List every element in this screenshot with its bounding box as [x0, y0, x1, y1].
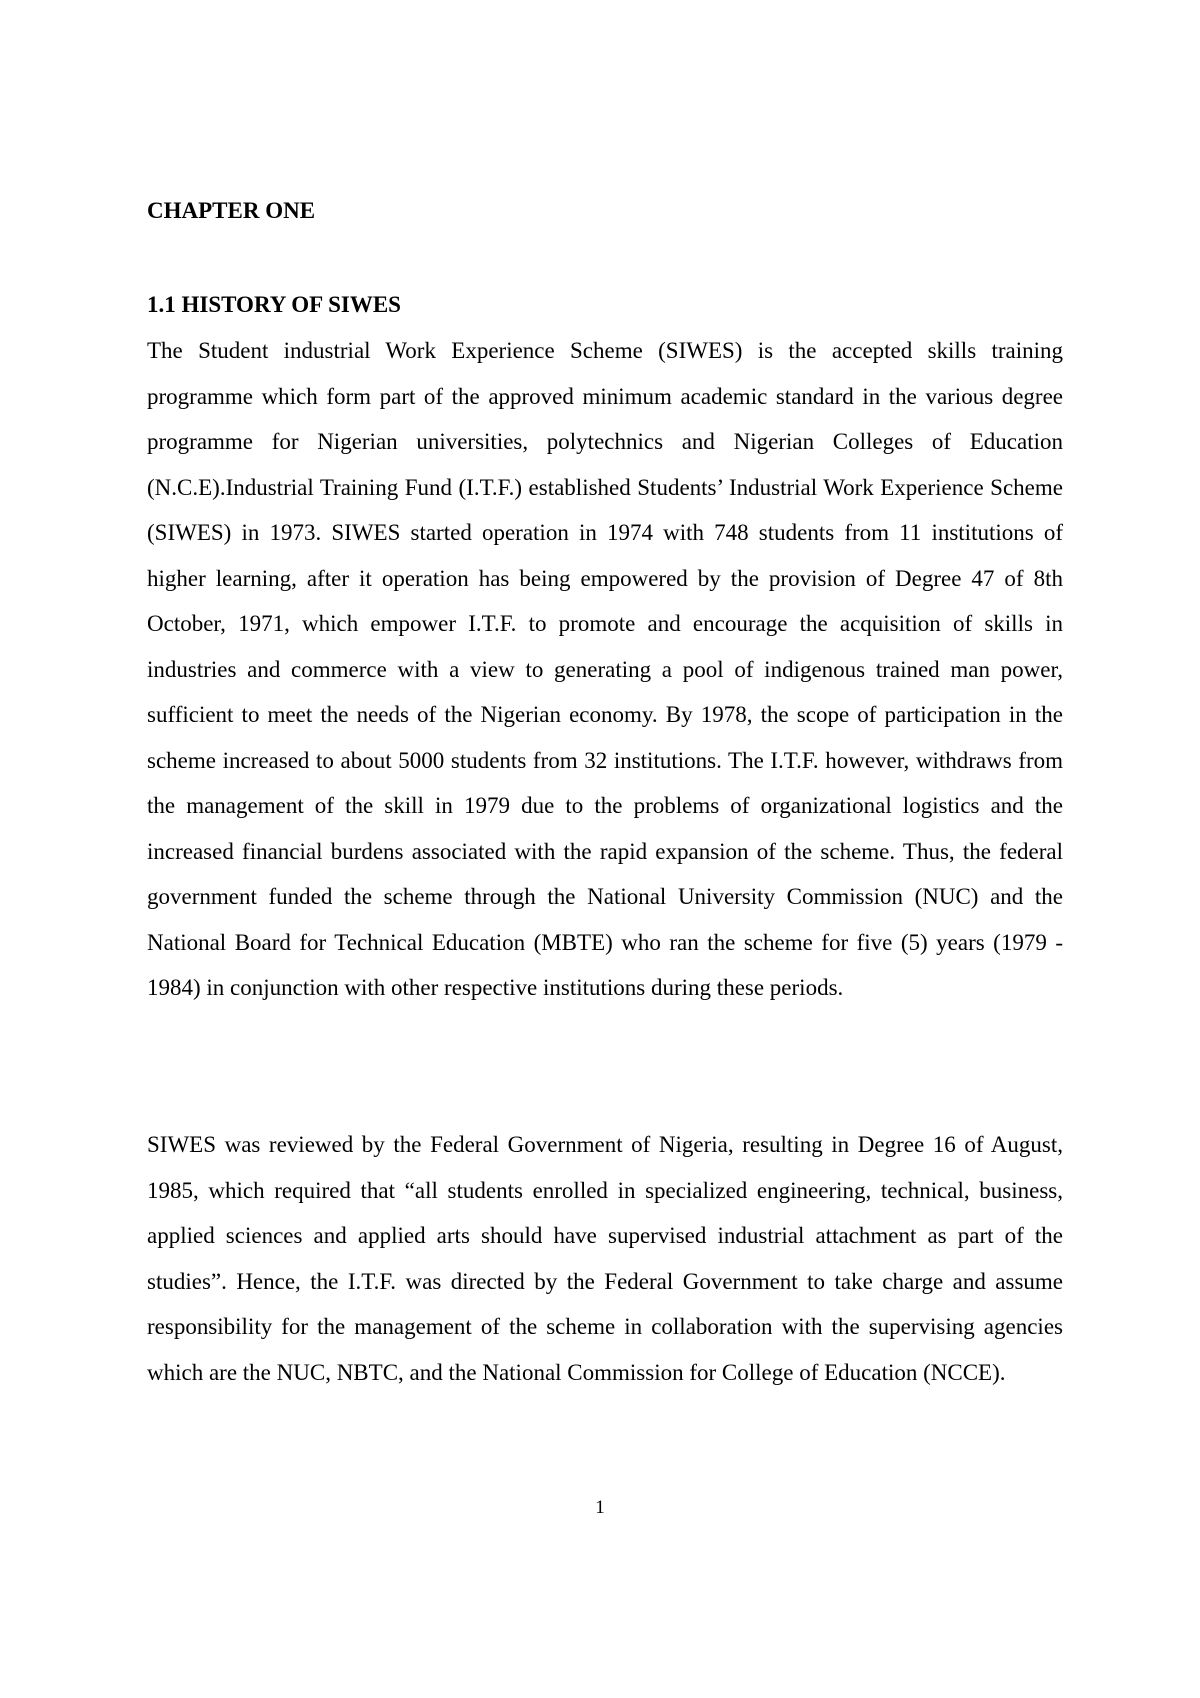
body-paragraph: SIWES was reviewed by the Federal Government of Nigeria, resulting in Degree 16 of August, 1985, which required that “all students enrolled in specialized engineering, technical, business, applied sciences and applied arts should have supervised industrial attachment as part of the studies”. Hence, the I.T.F. was directed by the Federal Government to take charge and assume responsibility for the management of the scheme in collaboration with the supervising agencies which are the NUC, NBTC, and the National Commission for College of Education (NCCE).	[147, 1132, 1063, 1385]
section-heading: 1.1 HISTORY OF SIWES	[147, 292, 401, 317]
page-number: 1	[595, 1497, 605, 1518]
body-paragraph: The Student industrial Work Experience Scheme (SIWES) is the accepted skills training programme which form part of the approved minimum academic standard in the various degree programme for Nigerian universities, polytechnics and Nigerian Colleges of Education (N.C.E).Industrial Training Fund (I.T.F.) established Students’ Industrial Work Experience Scheme (SIWES) in 1973. SIWES started operation in 1974 with 748 students from 11 institutions of higher learning, after it operation has being empowered by the provision of Degree 47 of 8th October, 1971, which empower I.T.F. to promote and encourage the acquisition of skills in industries and commerce with a view to generating a pool of indigenous trained man power, sufficient to meet the needs of the Nigerian economy. By 1978, the scope of participation in the scheme increased to about 5000 students from 32 institutions. The I.T.F. however, withdraws from the management of the skill in 1979 due to the problems of organizational logistics and the increased financial burdens associated with the rapid expansion of the scheme. Thus, the federal government funded the scheme through the National University Commission (NUC) and the National Board for Technical Education (MBTE) who ran the scheme for five (5) years (1979 - 1984) in conjunction with other respective institutions during these periods.	[147, 338, 1063, 1000]
chapter-title: CHAPTER ONE	[147, 198, 316, 223]
